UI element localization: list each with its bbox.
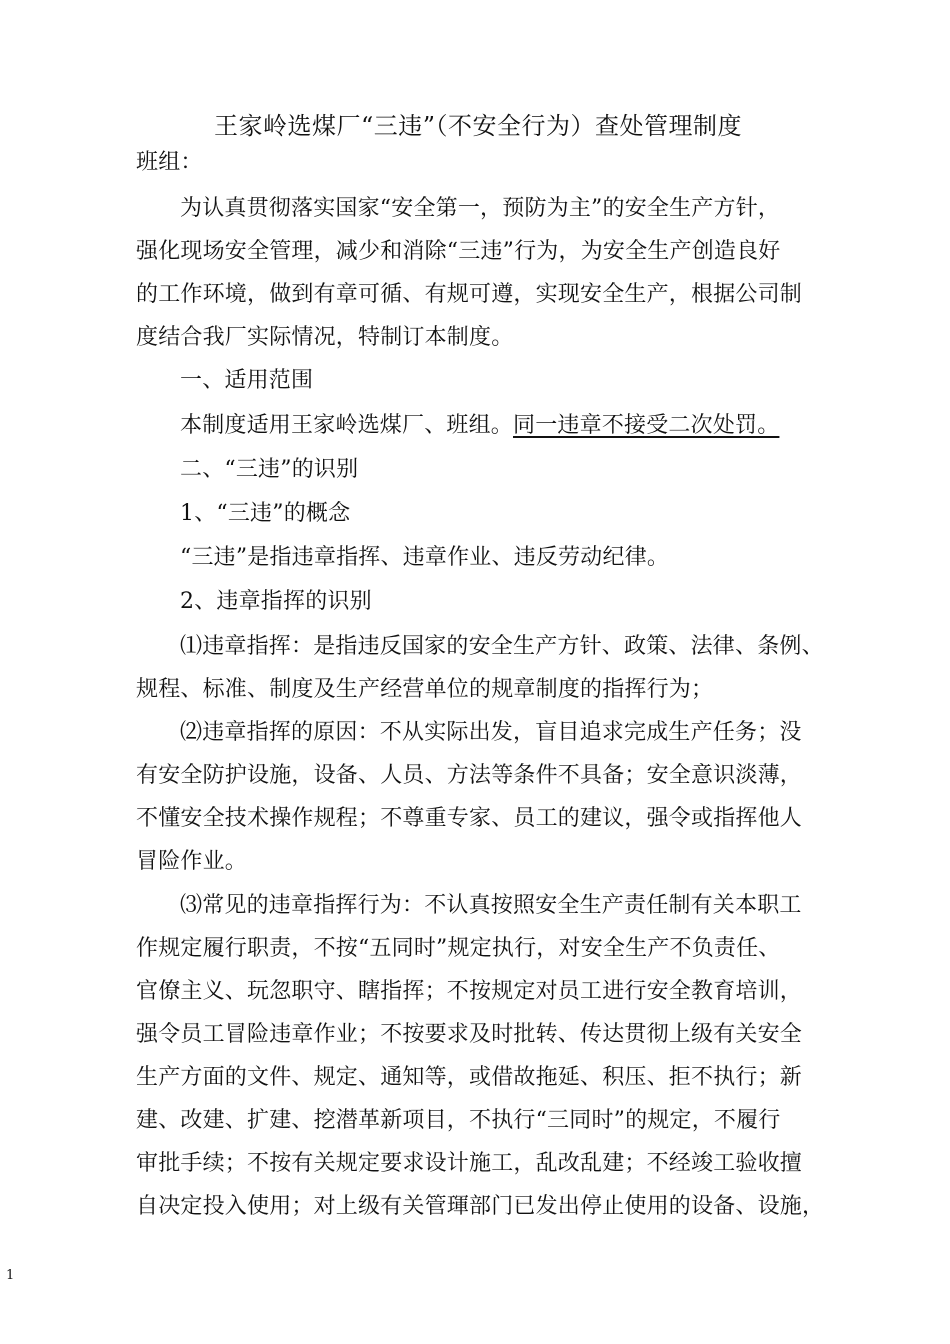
item-3-line-2: 作规定履行职责，不按“五同时”规定执行，对安全生产不负责任、 [136,936,781,961]
document-title: 王家岭选煤厂“三违”（不安全行为）查处管理制度 [214,112,743,140]
intro-line-4: 度结合我厂实际情况，特制订本制度。 [136,325,514,350]
item-1-line-2: 规程、标准、制度及生产经营单位的规章制度的指挥行为； [136,677,714,702]
item-2-line-3: 不懂安全技术操作规程；不尊重专家、员工的建议，强令或指挥他人 [136,806,803,831]
section-1-heading: 一、适用范围 [180,368,314,393]
subsection-2-heading: 2、违章指挥的识别 [180,589,372,614]
item-2-line-4: 冒险作业。 [136,849,248,874]
subsection-1-heading: 1、“三违”的概念 [180,501,351,526]
section-1-paragraph [180,411,779,441]
item-3-line-7: 审批手续；不按有关规定要求设计施工，乱改乱建；不经竣工验收擅 [136,1151,803,1176]
section-1-underlined-note: 同一违章不接受二次处罚。 [513,413,780,438]
item-3-line-6: 建、改建、扩建、挖潜革新项目，不执行“三同时”的规定，不履行 [136,1108,781,1133]
intro-line-3: 的工作环境，做到有章可循、有规可遵，实现安全生产，根据公司制 [136,282,803,307]
item-1-line-1: ⑴违章指挥：是指违反国家的安全生产方针、政策、法律、条例、 [180,634,824,659]
item-3-line-3: 官僚主义、玩忽职守、瞎指挥；不按规定对员工进行安全教育培训， [136,979,803,1004]
item-3-line-1: ⑶常见的违章指挥行为：不认真按照安全生产责任制有关本职工 [180,893,802,918]
item-3-line-8: 自决定投入使用；对上级有关管琿部门已发出停止使用的设备、设施， [136,1194,825,1219]
intro-line-2: 强化现场安全管理，减少和消除“三违”行为，为安全生产创造良好 [136,239,781,264]
subsection-1-text: “三违”是指违章指挥、违章作业、违反劳动纪律。 [180,545,670,570]
page-number: 1 [6,1268,15,1283]
item-3-line-5: 生产方面的文件、规定、通知等，或借故拖延、积压、拒不执行；新 [136,1065,803,1090]
section-1-text: 本制度适用王家岭选煤厂、班组。 [180,413,514,438]
item-3-line-4: 强令员工冒险违章作业；不按要求及时批转、传达贯彻上级有关安全 [136,1022,803,1047]
section-2-heading: 二、“三违”的识别 [180,457,359,482]
item-2-line-1: ⑵违章指挥的原因：不从实际出发，盲目追求完成生产任务；没 [180,720,802,745]
item-2-line-2: 有安全防护设施，设备、人员、方法等条件不具备；安全意识淡薄， [136,763,803,788]
intro-line-1: 为认真贯彻落实国家“安全第一，预防为主”的安全生产方针， [180,196,781,221]
recipient-line: 班组： [136,150,203,175]
